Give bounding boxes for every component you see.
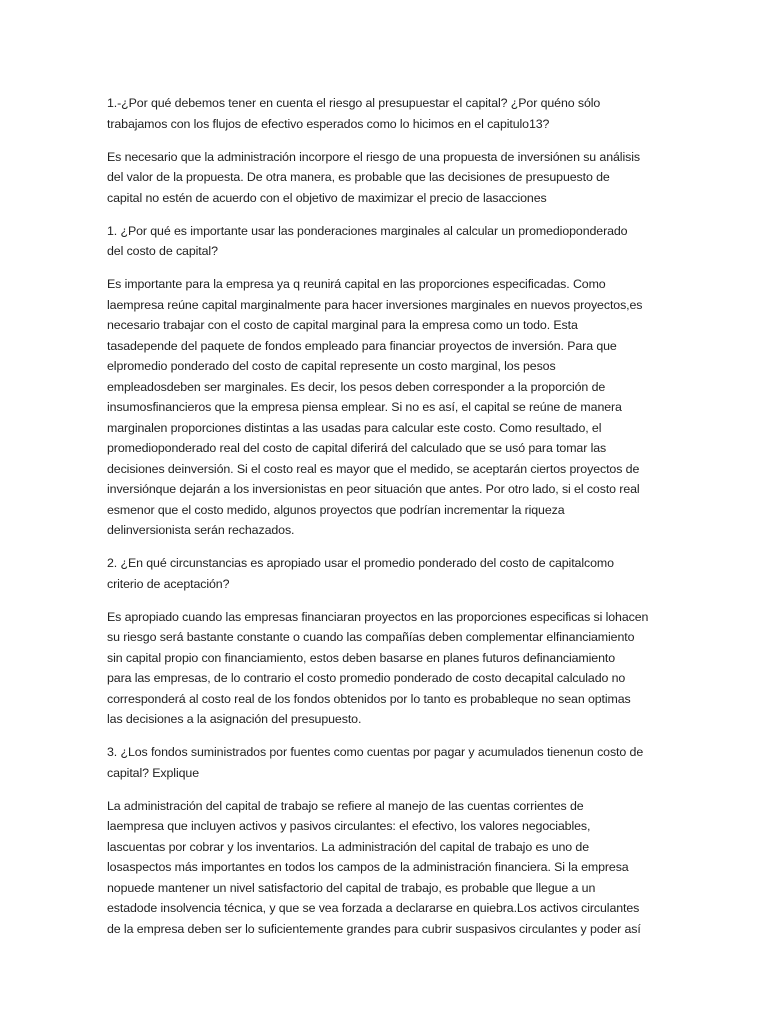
text-line: empleadosdeben ser marginales. Es decir, los pesos deben corresponder a la proporción de [107, 379, 606, 394]
text-line: del valor de la propuesta. De otra manera, es probable que las decisiones de presupuesto de [107, 170, 610, 184]
document-body [107, 93, 663, 952]
text-line: 1.-¿Por qué debemos tener en cuenta el riesgo al presupuestar el capital? ¿Por quéno sólo [107, 96, 601, 110]
text-line: Es apropiado cuando las empresas financiaran proyectos en las proporciones especificas si lohacen [107, 609, 649, 624]
text-line: criterio de aceptación? [107, 576, 230, 591]
text-line: capital? Explique [107, 765, 199, 780]
text-line: elpromedio ponderado del costo de capital represente un costo marginal, los pesos [107, 359, 556, 373]
text-line: marginalen proporciones distintas a las usadas para calcular este costo. Como resultado, el [107, 420, 602, 435]
text-line: La administración del capital de trabajo se refiere al manejo de las cuentas corrientes de [107, 798, 584, 813]
question-2 [107, 221, 663, 262]
text-line: esmenor que el costo medido, algunos proyectos que podrían incrementar la riqueza [107, 502, 565, 517]
text-line: para las empresas, de lo contrario el costo promedio ponderado de costo decapital calculado no [107, 671, 626, 685]
question-3 [107, 553, 663, 594]
answer-4 [107, 796, 663, 940]
text-line: sin capital propio con financiamiento, estos deben basarse en planes futuros definanciamiento [107, 650, 615, 665]
text-line: 2. ¿En qué circunstancias es apropiado usar el promedio ponderado del costo de capitalcomo [107, 556, 614, 570]
text-line: lascuentas por cobrar y los inventarios. La administración del capital de trabajo es uno de [107, 839, 589, 854]
text-line: estadode insolvencia técnica, y que se vea forzada a declararse en quiebra.Los activos circulantes [107, 901, 640, 915]
text-line: del costo de capital? [107, 244, 218, 258]
text-line: 3. ¿Los fondos suministrados por fuentes como cuentas por pagar y acumulados tienenun costo de [107, 745, 644, 759]
question-4 [107, 742, 663, 783]
text-line: las decisiones a la asignación del presupuesto. [107, 712, 362, 726]
text-line: tasadepende del paquete de fondos empleado para financiar proyectos de inversión. Para que [107, 338, 617, 353]
text-line: promedioponderado real del costo de capital diferirá del calculado que se usó para tomar las [107, 441, 607, 455]
text-line: delinversionista serán rechazados. [107, 523, 295, 537]
question-1 [107, 93, 663, 134]
text-line: capital no estén de acuerdo con el objetivo de maximizar el precio de lasacciones [107, 190, 547, 205]
text-line: losaspectos más importantes en todos los campos de la administración financiera. Si la empresa [107, 860, 629, 874]
text-line: laempresa reúne capital marginalmente para hacer inversiones marginales en nuevos proyectos,es [107, 297, 643, 312]
text-line: decisiones deinversión. Si el costo real es mayor que el medido, se aceptarán ciertos proyectos de [107, 461, 640, 476]
text-line: trabajamos con los flujos de efectivo esperados como lo hicimos en el capitulo13? [107, 116, 550, 131]
text-line: nopuede mantener un nivel satisfactorio del capital de trabajo, es probable que llegue a un [107, 880, 596, 895]
text-line: necesario trabajar con el costo de capital marginal para la empresa como un todo. Esta [107, 318, 578, 332]
text-line: Es importante para la empresa ya q reunirá capital en las proporciones especificadas. Como [107, 277, 606, 291]
text-line: 1. ¿Por qué es importante usar las ponderaciones marginales al calcular un promedioponderado [107, 223, 628, 238]
text-line: insumosfinancieros que la empresa piensa emplear. Si no es así, el capital se reúne de manera [107, 400, 622, 414]
text-line: corresponderá al costo real de los fondos obtenidos por lo tanto es probableque no sean optimas [107, 691, 631, 706]
text-line: Es necesario que la administración incorpore el riesgo de una propuesta de inversiónen su análisis [107, 149, 640, 164]
text-line: su riesgo será bastante constante o cuando las compañías deben complementar elfinanciamiento [107, 630, 635, 644]
text-line: laempresa que incluyen activos y pasivos circulantes: el efectivo, los valores negociables, [107, 819, 591, 833]
answer-2 [107, 274, 663, 541]
answer-1 [107, 147, 663, 209]
answer-3 [107, 607, 663, 730]
text-line: de la empresa deben ser lo suficientemente grandes para cubrir suspasivos circulantes y poder así [107, 921, 641, 936]
text-line: inversiónque dejarán a los inversionistas en peor situación que antes. Por otro lado, si el costo real [107, 482, 640, 496]
